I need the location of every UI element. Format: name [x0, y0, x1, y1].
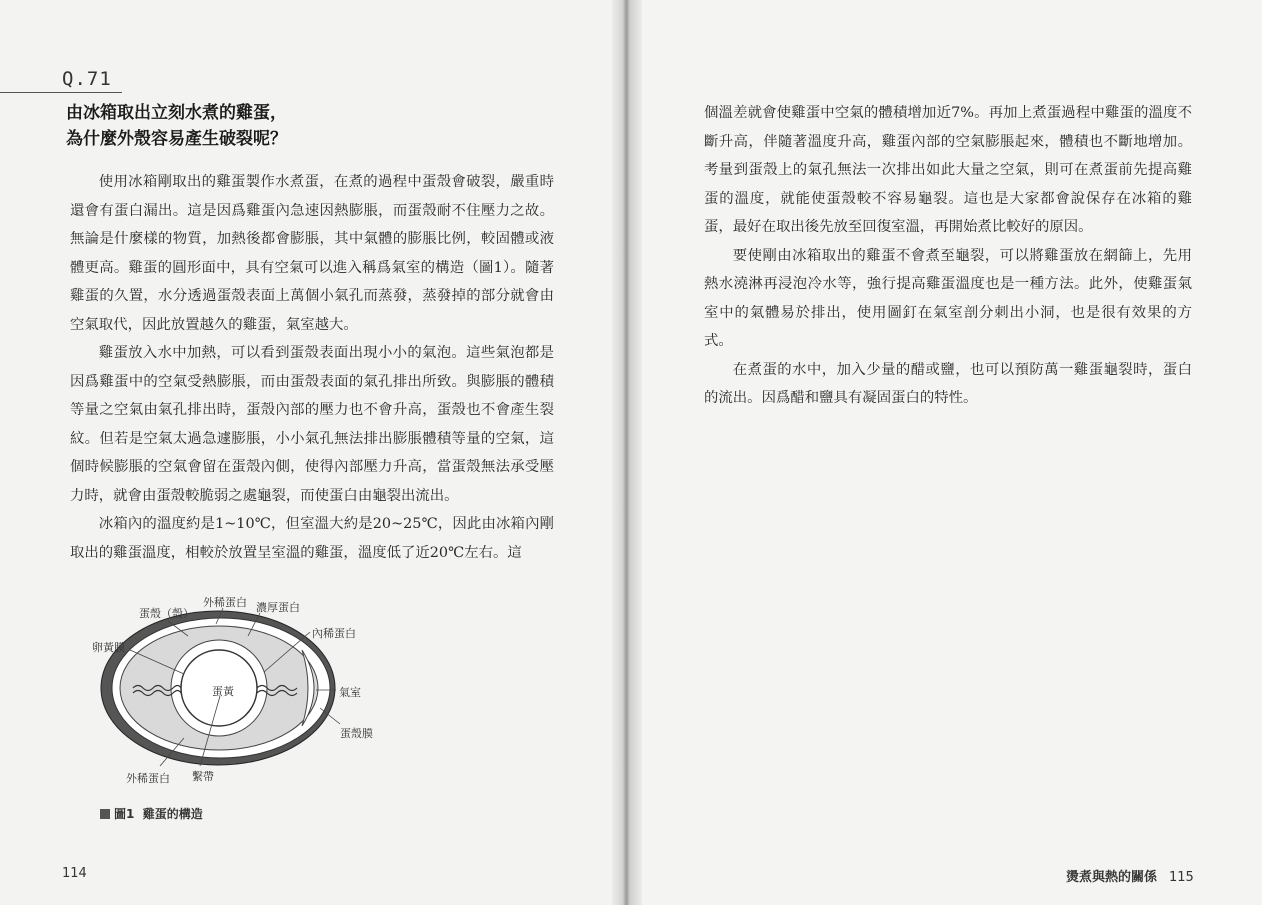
caption-number: 圖1	[114, 807, 135, 821]
question-number: Q.71	[62, 68, 112, 90]
label-yolk-membrane: 卵黃膜	[92, 641, 125, 654]
label-thick-white: 濃厚蛋白	[256, 601, 300, 614]
caption-text: 雞蛋的構造	[142, 807, 203, 821]
right-paragraph-2: 要使剛由冰箱取出的雞蛋不會煮至龜裂，可以將雞蛋放在網篩上，先用熱水澆淋再浸泡冷水等，強行提高雞蛋溫度也是一種方法。此外，使雞蛋氣室中的氣體易於排出，使用圖釘在氣室剖分刺出小洞，也是很有效果的方式。	[704, 247, 1192, 349]
right-footer	[1066, 866, 1194, 885]
question-rule	[0, 92, 122, 93]
label-outer-thin-white-top: 外稀蛋白	[203, 596, 247, 609]
egg-structure-figure	[88, 588, 408, 793]
chapter-title: 燙煮與熱的關係	[1066, 870, 1158, 885]
left-body-text	[70, 168, 554, 567]
book-gutter	[612, 0, 642, 905]
question-title-line-2: 為什麼外殼容易產生破裂呢？	[66, 129, 287, 149]
left-page-number: 114	[62, 866, 87, 881]
label-chalaza: 繫帶	[192, 770, 214, 783]
label-inner-thin-white: 內稀蛋白	[312, 627, 356, 640]
label-yolk: 蛋黃	[212, 685, 234, 698]
right-paragraph-1: 個溫差就會使雞蛋中空氣的體積增加近7%。再加上煮蛋過程中雞蛋的溫度不斷升高，伴隨著溫度升高，雞蛋內部的空氣膨脹起來，體積也不斷地增加。考量到蛋殼上的氣孔無法一次排出如此大量之空氣，則可在煮蛋前先提高雞蛋的溫度，就能使蛋殼較不容易龜裂。這也是大家都會說保存在冰箱的雞蛋，最好在取出後先放至回復室溫，再開始煮比較好的原因。	[704, 105, 1192, 235]
label-outer-thin-white-bottom: 外稀蛋白	[126, 772, 170, 785]
right-body-text	[704, 99, 1192, 413]
question-title-line-1: 由冰箱取出立刻水煮的雞蛋，	[66, 103, 287, 123]
left-paragraph-1: 使用冰箱剛取出的雞蛋製作水煮蛋，在煮的過程中蛋殼會破裂，嚴重時還會有蛋白漏出。這是因爲雞蛋內急速因熱膨脹，而蛋殼耐不住壓力之故。無論是什麼樣的物質，加熱後都會膨脹，其中氣體的膨脹比例，較固體或液體更高。雞蛋的圓形面中，具有空氣可以進入稱爲氣室的構造（圖1）。隨著雞蛋的久置，水分透過蛋殼表面上萬個小氣孔而蒸發，蒸發掉的部分就會由空氣取代，因此放置越久的雞蛋，氣室越大。	[70, 174, 554, 333]
right-page-number: 115	[1169, 870, 1194, 885]
label-air-cell: 氣室	[339, 686, 361, 699]
label-shell-membrane: 蛋殼膜	[340, 727, 373, 740]
left-paragraph-3: 冰箱內的溫度約是1~10℃，但室溫大約是20~25℃，因此由冰箱內剛取出的雞蛋溫度，相較於放置呈室溫的雞蛋，溫度低了近20℃左右。這	[70, 516, 554, 561]
caption-square-icon	[100, 809, 110, 819]
figure-caption	[100, 805, 203, 822]
question-title	[66, 100, 546, 152]
label-shell: 蛋殼（殼）	[139, 607, 194, 620]
right-paragraph-3: 在煮蛋的水中，加入少量的醋或鹽，也可以預防萬一雞蛋龜裂時，蛋白的流出。因爲醋和鹽具有凝固蛋白的特性。	[704, 361, 1192, 406]
left-paragraph-2: 雞蛋放入水中加熱，可以看到蛋殼表面出現小小的氣泡。這些氣泡都是因爲雞蛋中的空氣受熱膨脹，而由蛋殼表面的氣孔排出所致。與膨脹的體積等量之空氣由氣孔排出時，蛋殼內部的壓力也不會升高，蛋殼也不會產生裂紋。但若是空氣太過急遽膨脹，小小氣孔無法排出膨脹體積等量的空氣，這個時候膨脹的空氣會留在蛋殼內側，使得內部壓力升高，當蛋殼無法承受壓力時，就會由蛋殼較脆弱之處龜裂，而使蛋白由龜裂出流出。	[70, 345, 554, 504]
